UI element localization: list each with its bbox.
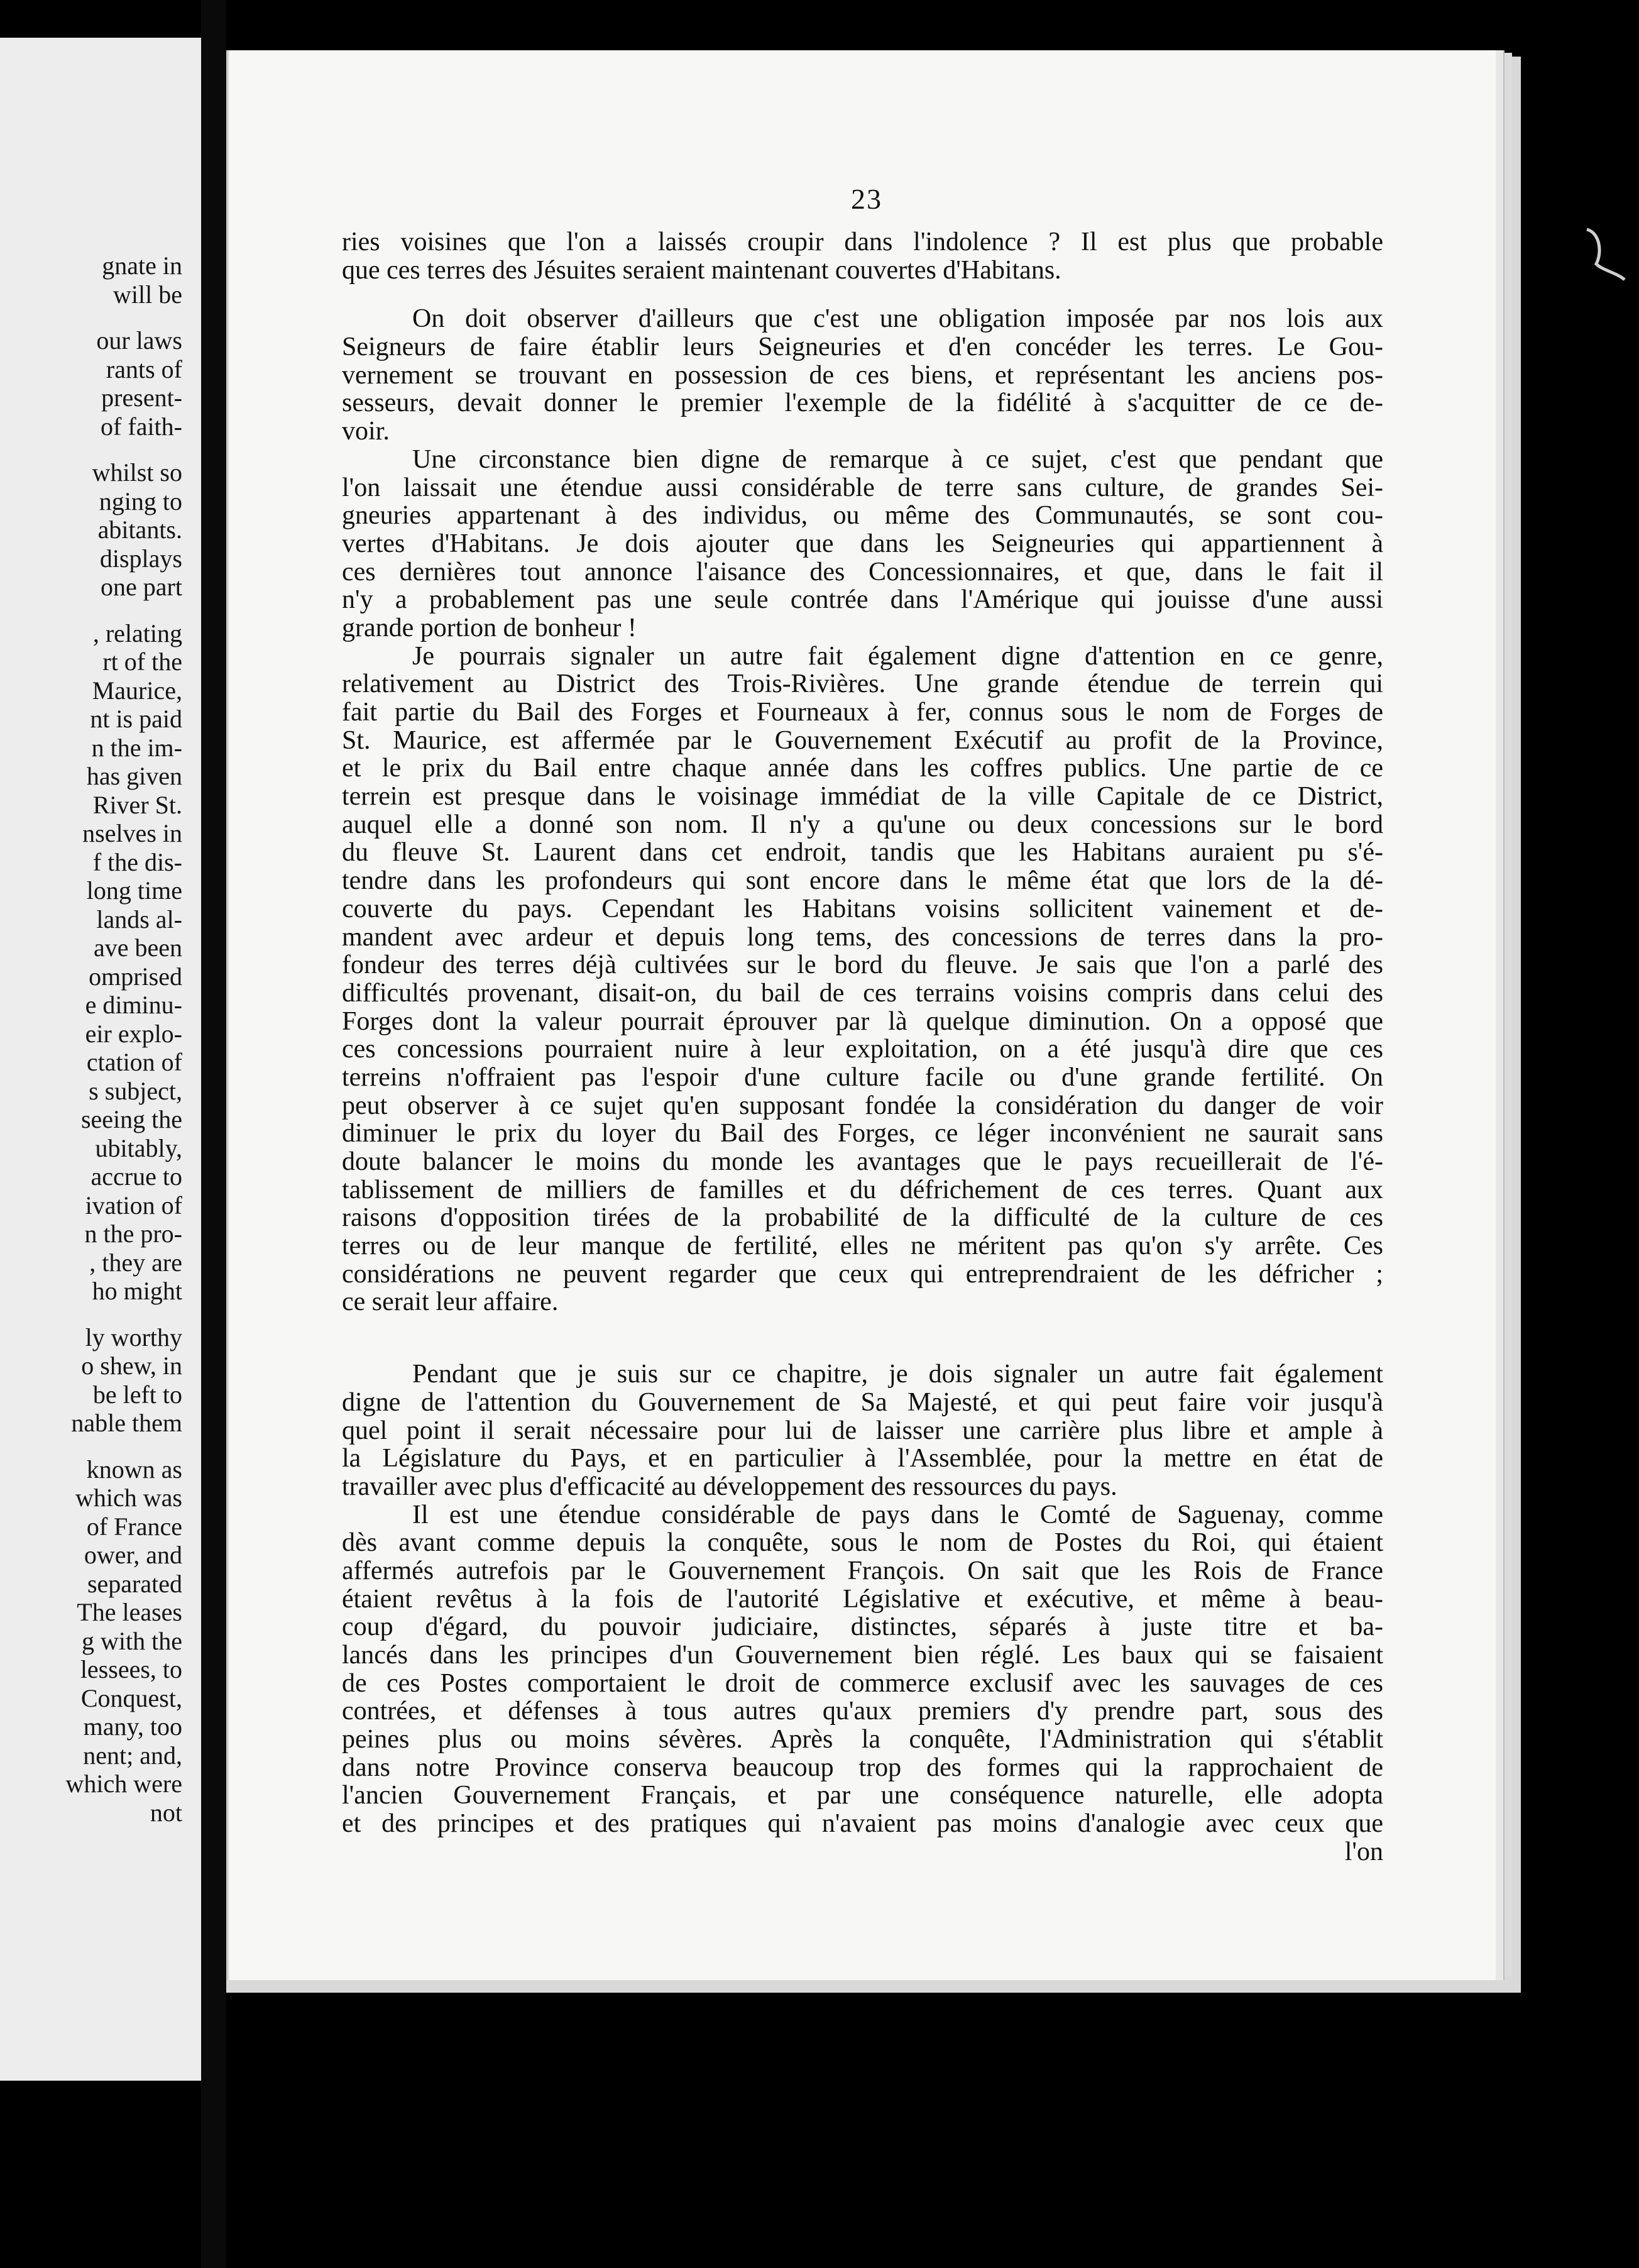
text-line: la Législature du Pays, et en particulier à l'Assemblée, pour la mettre en état de xyxy=(342,1444,1383,1473)
left-page-line: lands al- xyxy=(96,905,182,933)
text-line: contrées, et défenses à tous autres qu'aux premiers d'y prendre part, sous des xyxy=(342,1697,1383,1726)
left-page-line: ower, and xyxy=(84,1541,182,1569)
text-line: terreins n'offraient pas l'espoir d'une culture facile ou d'une grande fertilité. On xyxy=(342,1062,1383,1092)
text-line: St. Maurice, est affermée par le Gouvernement Exécutif au profit de la Province, xyxy=(342,725,1383,755)
left-page-line: g with the xyxy=(82,1626,182,1655)
text-line: Pendant que je suis sur ce chapitre, je dois signaler un autre fait également xyxy=(412,1360,1383,1389)
left-page-line: rants of xyxy=(106,355,182,383)
text-line: de ces Postes comportaient le droit de commerce exclusif avec les sauvages de ces xyxy=(342,1668,1383,1698)
text-line: dès avant comme depuis la conquête, sous le nom de Postes du Roi, qui étaient xyxy=(342,1528,1383,1558)
text-line: doute balancer le moins du monde les avantages que le pays recueillerait de l'é- xyxy=(342,1147,1383,1176)
left-page-line: not xyxy=(150,1798,182,1827)
paragraph-gap xyxy=(342,1316,1383,1360)
left-page-line: rt of the xyxy=(102,647,182,676)
text-line: étaient revêtus à la fois de l'autorité Législative et exécutive, et même à beau- xyxy=(342,1584,1383,1614)
text-line: vertes d'Habitans. Je dois ajouter que dans les Seigneuries qui appartiennent à xyxy=(342,529,1383,558)
text-line: Seigneurs de faire établir leurs Seigneuries et d'en concéder les terres. Le Gou- xyxy=(342,333,1383,362)
book-gutter xyxy=(201,0,226,2268)
left-page-line: present- xyxy=(101,383,182,412)
text-line: mandent avec ardeur et depuis long tems, des concessions de terres dans la pro- xyxy=(342,922,1383,952)
left-page-line: whilst so xyxy=(92,458,182,487)
text-line: ces dernières tout annonce l'aisance des Concessionnaires, et que, dans le fait il xyxy=(342,557,1383,586)
left-page-line: displays xyxy=(99,544,182,573)
page-edge xyxy=(1496,50,1505,1980)
left-page-line: n the pro- xyxy=(84,1219,182,1248)
left-page-line: many, too xyxy=(83,1712,182,1741)
text-line: dans notre Province conserva beaucoup trop des formes qui la rapprochaient de xyxy=(342,1753,1383,1782)
text-line: Il est une étendue considérable de pays dans le Comté de Saguenay, comme xyxy=(412,1500,1383,1529)
left-page-line: which was xyxy=(75,1484,182,1512)
text-line: l'on laissait une étendue aussi considérable de terre sans culture, de grandes Sei- xyxy=(342,473,1383,502)
left-page-line: o shew, in xyxy=(81,1351,182,1380)
text-line: terres ou de leur manque de fertilité, elles ne méritent pas qu'on s'y arrête. Ces xyxy=(342,1231,1383,1261)
left-page-line: ho might xyxy=(92,1277,182,1305)
text-line: lancés dans les principes d'un Gouvernement bien réglé. Les baux qui se faisaient xyxy=(342,1641,1383,1670)
text-line: travailler avec plus d'efficacité au développement des ressources du pays. xyxy=(342,1472,1117,1501)
text-line: et le prix du Bail entre chaque année dans les coffres publics. Une partie de ce xyxy=(342,754,1383,783)
left-page-line: , they are xyxy=(89,1248,182,1277)
left-page-line: n the im- xyxy=(91,733,182,762)
paragraph-gap xyxy=(342,284,1383,305)
text-line: coup d'égard, du pouvoir judiciaire, distinctes, séparés à juste titre et ba- xyxy=(342,1612,1383,1642)
left-page-line: s subject, xyxy=(89,1076,182,1105)
text-line: fait partie du Bail des Forges et Fourneaux à fer, connus sous le nom de Forges de xyxy=(342,698,1383,727)
left-page-gap xyxy=(66,1306,182,1323)
text-line: fondeur des terres déjà cultivées sur le bord du fleuve. Je sais que l'on a parlé des xyxy=(342,950,1383,980)
left-page-gap xyxy=(66,1438,182,1455)
text-line: sesseurs, devait donner le premier l'exemple de la fidélité à s'acquitter de ce de- xyxy=(342,388,1383,418)
text-line: gneuries appartenant à des individus, ou même des Communautés, se sont cou- xyxy=(342,501,1383,531)
text-line: et des principes et des pratiques qui n'avaient pas moins d'analogie avec ceux que xyxy=(342,1809,1383,1839)
left-page-line: The leases xyxy=(77,1598,182,1626)
text-line: raisons d'opposition tirées de la probabilité de la difficulté de la culture de ces xyxy=(342,1203,1383,1233)
left-page-text-column xyxy=(66,251,182,1827)
text-line: voir. xyxy=(342,417,390,446)
text-line: tablissement de milliers de familles et du défrichement de ces terres. Quant aux xyxy=(342,1175,1383,1204)
left-page-line: has given xyxy=(86,762,182,790)
text-line: Une circonstance bien digne de remarque à ce sujet, c'est que pendant que xyxy=(412,444,1383,474)
text-line: peut observer à ce sujet qu'en supposant fondée la considération du danger de voir xyxy=(342,1091,1383,1120)
text-line: On doit observer d'ailleurs que c'est une obligation imposée par nos lois aux xyxy=(412,304,1383,334)
left-page-line: separated xyxy=(87,1569,182,1598)
left-page-line: will be xyxy=(113,280,182,309)
page-edge-stack xyxy=(1505,53,1512,1976)
text-line: que ces terres des Jésuites seraient maintenant couvertes d'Habitans. xyxy=(342,255,1061,285)
left-page-line: abitants. xyxy=(97,515,182,544)
left-page-line: nable them xyxy=(71,1409,182,1437)
main-page xyxy=(226,50,1498,1980)
main-text-column xyxy=(342,228,1383,1866)
text-line: l'on xyxy=(1344,1837,1383,1866)
left-page-gap xyxy=(66,309,182,326)
left-page-line: of faith- xyxy=(101,412,182,441)
left-page-line: known as xyxy=(86,1455,182,1484)
scan-artifact-mark xyxy=(1584,226,1628,283)
left-page-line: which were xyxy=(65,1770,182,1798)
page-number: 23 xyxy=(851,183,882,215)
left-page-line: lessees, to xyxy=(80,1655,182,1683)
left-page-gap xyxy=(66,441,182,458)
text-line: vernement se trouvant en possession de ces biens, et représentant les anciens pos- xyxy=(342,360,1383,390)
left-page-line: , relating xyxy=(92,619,182,647)
text-line: ces concessions pourraient nuire à leur exploitation, on a été jusqu'à dire que ces xyxy=(342,1035,1383,1064)
left-page-line: our laws xyxy=(96,326,182,355)
left-page-line: ctation of xyxy=(86,1048,182,1076)
left-page-line: eir explo- xyxy=(85,1019,182,1048)
text-line: relativement au District des Trois-Rivières. Une grande étendue de terrein qui xyxy=(342,669,1383,699)
text-line: grande portion de bonheur ! xyxy=(342,613,637,642)
left-page-line: of France xyxy=(86,1512,182,1541)
left-page-line: Maurice, xyxy=(92,676,182,705)
left-page-line: nselves in xyxy=(82,819,182,847)
left-page-line: nt is paid xyxy=(90,705,182,733)
text-line: auquel elle a donné son nom. Il n'y a qu'une ou deux concessions sur le bord xyxy=(342,810,1383,839)
left-page-line: gnate in xyxy=(102,251,182,280)
left-page-line: be left to xyxy=(92,1380,182,1409)
left-facing-page xyxy=(0,38,201,2081)
left-page-line: accrue to xyxy=(90,1162,182,1191)
text-line: l'ancien Gouvernement Français, et par une conséquence naturelle, elle adopta xyxy=(342,1781,1383,1810)
text-line: du fleuve St. Laurent dans cet endroit, tandis que les Habitans auraient pu s'é- xyxy=(342,838,1383,867)
left-page-line: ivation of xyxy=(85,1191,182,1219)
left-page-line: nent; and, xyxy=(83,1741,182,1770)
left-page-line: ubitably, xyxy=(95,1133,182,1162)
text-line: Forges dont la valeur pourrait éprouver par là quelque diminution. On a opposé que xyxy=(342,1006,1383,1036)
text-line: diminuer le prix du loyer du Bail des Forges, ce léger inconvénient ne saurait sans xyxy=(342,1119,1383,1148)
left-page-line: ave been xyxy=(93,933,182,962)
text-line: difficultés provenant, disait-on, du bail de ces terrains voisins compris dans celui des xyxy=(342,978,1383,1008)
text-line: tendre dans les profondeurs qui sont encore dans le même état que lors de la dé- xyxy=(342,866,1383,896)
left-page-gap xyxy=(66,602,182,619)
left-page-line: long time xyxy=(86,876,182,905)
text-line: couverte du pays. Cependant les Habitans voisins sollicitent vainement et de- xyxy=(342,894,1383,923)
text-line: ce serait leur affaire. xyxy=(342,1287,559,1317)
left-page-line: e diminu- xyxy=(85,991,182,1019)
text-line: Je pourrais signaler un autre fait également digne d'attention en ce genre, xyxy=(412,641,1383,671)
text-line: affermés autrefois par le Gouvernement François. On sait que les Rois de France xyxy=(342,1556,1383,1585)
text-line: ries voisines que l'on a laissés croupir dans l'indolence ? Il est plus que probable xyxy=(342,228,1383,256)
left-page-line: f the dis- xyxy=(92,847,182,876)
left-page-line: one part xyxy=(101,573,182,601)
text-line: terrein est presque dans le voisinage immédiat de la ville Capitale de ce District, xyxy=(342,782,1383,812)
text-line: quel point il serait nécessaire pour lui de laisser une carrière plus libre et ample à xyxy=(342,1416,1383,1445)
left-page-line: ly worthy xyxy=(85,1323,182,1351)
text-line: digne de l'attention du Gouvernement de Sa Majesté, et qui peut faire voir jusqu'à xyxy=(342,1387,1383,1417)
text-line: n'y a probablement pas une seule contrée dans l'Amérique qui jouisse d'une aussi xyxy=(342,585,1383,615)
left-page-line: nging to xyxy=(99,487,182,515)
left-page-line: Conquest, xyxy=(80,1683,182,1712)
text-line: peines plus ou moins sévères. Après la conquête, l'Administration qui s'établit xyxy=(342,1725,1383,1754)
left-page-line: seeing the xyxy=(80,1105,182,1133)
text-line: considérations ne peuvent regarder que ceux qui entreprendraient de les défricher ; xyxy=(342,1259,1383,1289)
left-page-line: River St. xyxy=(92,790,182,819)
left-page-line: omprised xyxy=(89,962,182,991)
